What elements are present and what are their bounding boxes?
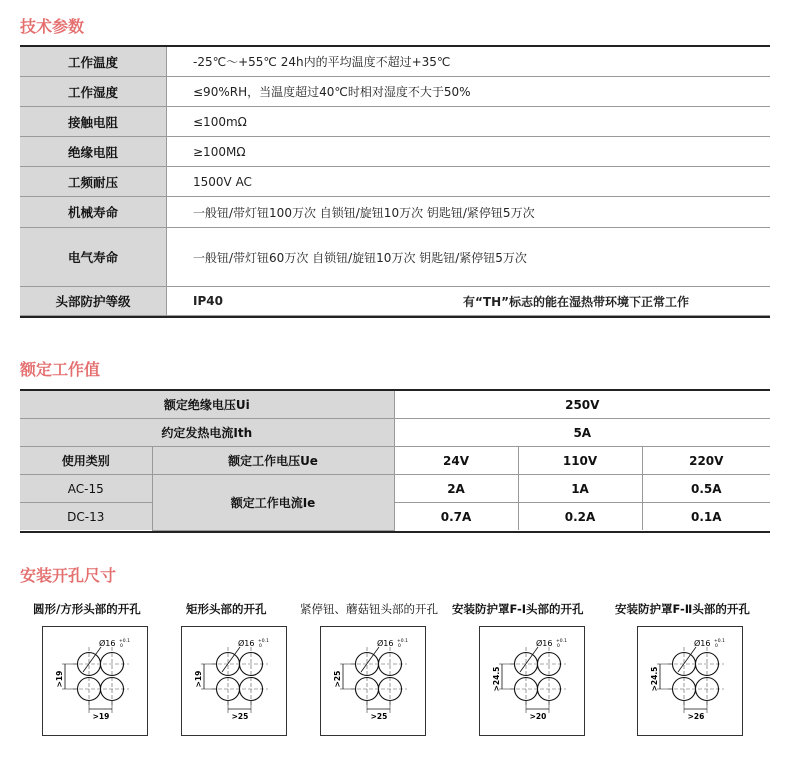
current-label: 额定工作电流Ie — [152, 475, 394, 531]
diameter-label: Ø16 — [536, 639, 553, 648]
category-ac15: AC-15 — [20, 475, 152, 503]
row-value — [167, 47, 770, 76]
cutout-drawing — [43, 627, 147, 735]
cutout-label-round: 圆形/方形头部的开孔 — [33, 602, 141, 616]
horizontal-dimension-label: >19 — [92, 712, 110, 721]
vertical-dimension-label: >19 — [55, 670, 64, 688]
voltage-24: 24V — [394, 447, 518, 475]
tolerance-upper: +0.1 — [258, 639, 269, 644]
row-value: 一般钮/带灯钮100万次 自锁钮/旋钮10万次 钥匙钮/紧停钮5万次 — [193, 205, 535, 220]
table-row — [20, 228, 770, 287]
table-row — [20, 47, 770, 77]
cutout-label-f2: 安装防护罩F-Ⅱ头部的开孔 — [615, 602, 750, 616]
tolerance-upper: +0.1 — [714, 639, 725, 644]
protection-value: IP40 — [193, 294, 223, 308]
cutout-labels — [0, 601, 790, 617]
dc13-current-110: 0.2A — [518, 503, 642, 531]
cutout-diagram — [637, 626, 743, 736]
cutout-drawing — [182, 627, 286, 735]
temperature-value: -25℃～+55℃ 24h内的平均温度不超过+35℃ — [193, 55, 451, 69]
table-row — [20, 137, 770, 167]
row-label: 电气寿命 — [20, 228, 167, 286]
row-value: 一般钮/带灯钮60万次 自锁钮/旋钮10万次 钥匙钮/紧停钮5万次 — [193, 250, 527, 265]
row-label: 头部防护等级 — [20, 287, 167, 315]
thermal-current-value: 5A — [394, 419, 770, 447]
tolerance-lower: 0 — [715, 644, 718, 649]
cutout-drawing — [638, 627, 742, 735]
voltage-220: 220V — [642, 447, 770, 475]
tolerance-upper: +0.1 — [119, 639, 130, 644]
table-row — [20, 107, 770, 137]
table-row — [20, 167, 770, 197]
voltage-label: 额定工作电压Ue — [152, 447, 394, 475]
diameter-leader — [361, 647, 379, 672]
section-title-rated-values: 额定工作值 — [20, 360, 101, 379]
insulation-voltage-value: 250V — [394, 391, 770, 419]
table-bottom-rule — [20, 316, 770, 318]
table-row — [20, 287, 770, 316]
ac15-current-110: 1A — [518, 475, 642, 503]
table-row — [20, 503, 770, 531]
dc13-current-24: 0.7A — [394, 503, 518, 531]
diameter-label: Ø16 — [99, 639, 116, 648]
cutout-label-rect: 矩形头部的开孔 — [186, 602, 267, 616]
table-row — [20, 419, 770, 447]
thermal-current-label: 约定发热电流Ith — [20, 419, 394, 447]
tolerance-lower: 0 — [120, 644, 123, 649]
diameter-label: Ø16 — [238, 639, 255, 648]
vertical-dimension-label: >24.5 — [492, 666, 501, 692]
cutout-drawing — [321, 627, 425, 735]
row-label: 接触电阻 — [20, 107, 167, 136]
tolerance-upper: +0.1 — [556, 639, 567, 644]
rated-values-table — [20, 389, 770, 533]
diameter-leader — [678, 647, 696, 672]
row-label: 工作温度 — [20, 47, 167, 76]
tolerance-lower: 0 — [398, 644, 401, 649]
table-row — [20, 391, 770, 419]
row-label: 工作湿度 — [20, 77, 167, 106]
horizontal-dimension-label: >20 — [529, 712, 547, 721]
category-header: 使用类别 — [20, 447, 152, 475]
cutout-diagram — [320, 626, 426, 736]
row-value: ≥100MΩ — [193, 144, 246, 159]
row-value: ≤90%RH，当温度超过40℃时相对湿度不大于50% — [193, 85, 471, 99]
row-label: 绝缘电阻 — [20, 137, 167, 166]
diameter-label: Ø16 — [377, 639, 394, 648]
horizontal-dimension-label: >26 — [687, 712, 705, 721]
cutout-diagram — [181, 626, 287, 736]
section-title-cutout-sizes: 安装开孔尺寸 — [20, 566, 117, 585]
diameter-leader — [222, 647, 240, 672]
category-dc13: DC-13 — [20, 503, 152, 531]
section-title-technical-params: 技术参数 — [20, 17, 85, 36]
cutout-diagram — [479, 626, 585, 736]
humid-tropical-note: 有“TH”标志的能在湿热带环境下正常工作 — [463, 294, 690, 309]
technical-params-table — [20, 45, 770, 318]
horizontal-dimension-label: >25 — [370, 712, 388, 721]
table-row — [20, 475, 770, 503]
table-row — [20, 197, 770, 228]
cutout-drawing — [480, 627, 584, 735]
vertical-dimension-label: >24.5 — [650, 666, 659, 692]
row-value: ≤100mΩ — [193, 114, 247, 129]
diameter-leader — [83, 647, 101, 672]
dc13-current-220: 0.1A — [642, 503, 770, 531]
diameter-leader — [520, 647, 538, 672]
ac15-current-24: 2A — [394, 475, 518, 503]
tolerance-lower: 0 — [557, 644, 560, 649]
table-row — [20, 447, 770, 475]
cutout-label-f1: 安装防护罩F-Ⅰ头部的开孔 — [452, 602, 584, 616]
vertical-dimension-label: >25 — [333, 670, 342, 688]
row-label: 机械寿命 — [20, 197, 167, 227]
row-label: 工频耐压 — [20, 167, 167, 196]
table-row — [20, 77, 770, 107]
ac15-current-220: 0.5A — [642, 475, 770, 503]
horizontal-dimension-label: >25 — [231, 712, 249, 721]
voltage-110: 110V — [518, 447, 642, 475]
vertical-dimension-label: >19 — [194, 670, 203, 688]
insulation-voltage-label: 额定绝缘电压Ui — [20, 391, 394, 419]
row-value: 1500V AC — [193, 174, 252, 189]
tolerance-lower: 0 — [259, 644, 262, 649]
cutout-label-estop: 紧停钮、蘑菇钮头部的开孔 — [300, 602, 438, 616]
tolerance-upper: +0.1 — [397, 639, 408, 644]
diameter-label: Ø16 — [694, 639, 711, 648]
cutout-diagram — [42, 626, 148, 736]
row-value — [167, 287, 770, 315]
